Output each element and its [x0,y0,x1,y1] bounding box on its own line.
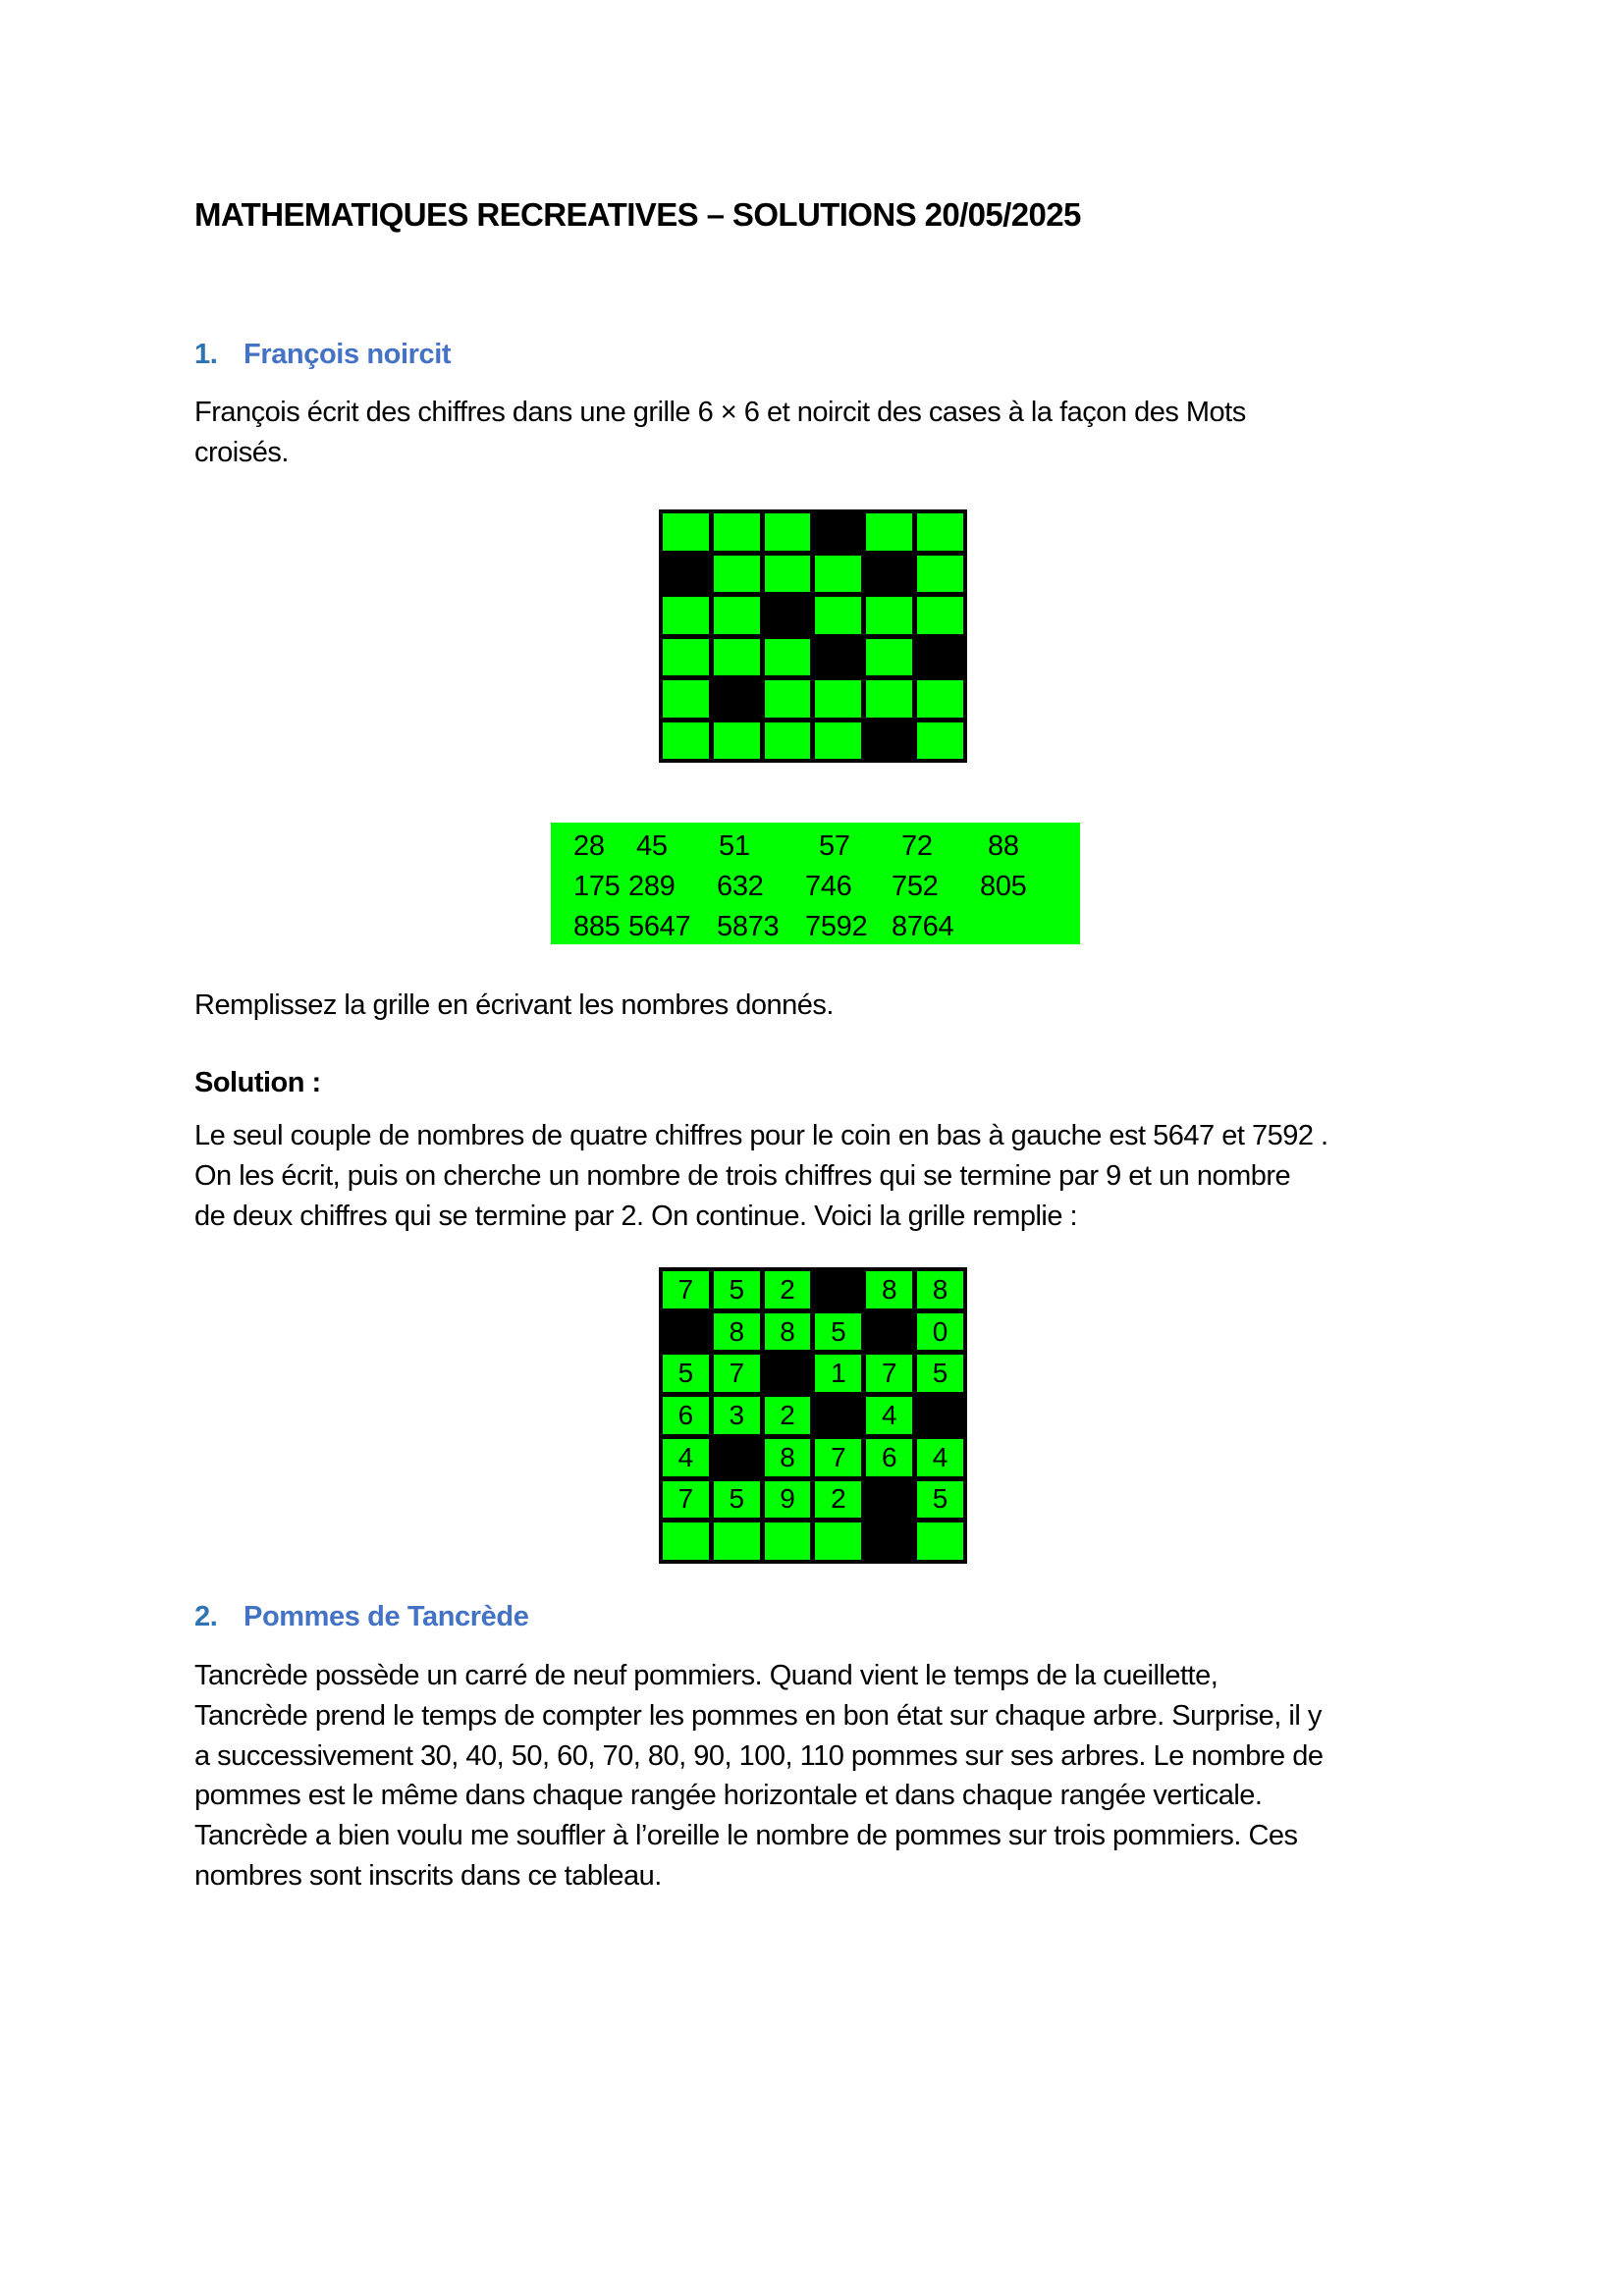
numbers-row [551,827,1080,867]
paragraph-line: Tancrède possède un carré de neuf pommiers. Quand vient le temps de la cueillette, [194,1660,1218,1691]
section-1-intro [194,393,1451,473]
section-2-intro [194,1656,1451,1896]
number-cell: 5647 [628,911,691,942]
grid-cell: 8 [714,1313,760,1351]
black-cell [815,1397,861,1434]
grid-cell: 6 [866,1439,912,1476]
number-cell: 51 [719,830,750,862]
grid-cell [663,513,709,551]
paragraph-line: nombres sont inscrits dans ce tableau. [194,1859,662,1892]
grid-cell [815,680,861,718]
grid-cell: 7 [663,1271,709,1308]
number-cell: 752 [892,871,939,902]
grid-cell [866,680,912,718]
black-cell [866,556,912,593]
numbers-row [551,867,1080,907]
grid-cell [917,1522,963,1560]
grid-cell: 1 [815,1355,861,1392]
black-cell [866,1481,912,1519]
number-cell: 746 [805,871,852,902]
black-cell [815,513,861,551]
grid-cell: 5 [917,1355,963,1392]
paragraph-line: Le seul couple de nombres de quatre chiffres pour le coin en bas à gauche est 5647 et 7592 . [194,1120,1328,1151]
puzzle-grid [659,509,967,763]
page-title: MATHEMATIQUES RECREATIVES – SOLUTIONS 20/05/2025 [194,196,1081,233]
grid-cell [663,722,709,760]
grid-cell: 7 [663,1481,709,1519]
black-cell [866,722,912,760]
grid-cell [714,639,760,676]
grid-cell [765,680,811,718]
grid-cell: 8 [917,1271,963,1308]
grid-cell [765,722,811,760]
grid-cell: 3 [714,1397,760,1434]
number-cell: 57 [819,830,850,862]
grid-cell: 8 [866,1271,912,1308]
number-cell: 7592 [805,911,868,942]
grid-cell: 2 [765,1397,811,1434]
grid-cell [815,1522,861,1560]
grid-cell [815,597,861,634]
grid-cell: 5 [714,1481,760,1519]
grid-cell [663,680,709,718]
black-cell [815,1271,861,1308]
grid-cell: 5 [663,1355,709,1392]
grid-cell [714,556,760,593]
grid-cell: 5 [714,1271,760,1308]
black-cell [714,1439,760,1476]
number-cell: 88 [988,830,1019,862]
grid-cell: 9 [765,1481,811,1519]
grid-cell: 8 [765,1313,811,1351]
grid-cell [917,722,963,760]
black-cell [917,1397,963,1434]
grid-cell: 4 [917,1439,963,1476]
paragraph-line: Tancrède a bien voulu me souffler à l’oreille le nombre de pommes sur trois pommiers. Ces [194,1820,1298,1852]
grid-cell [917,597,963,634]
black-cell [866,1522,912,1560]
section-2-title: Pommes de Tancrède [244,1601,529,1632]
grid-cell [815,722,861,760]
grid-cell [917,556,963,593]
grid-cell [866,513,912,551]
number-cell: 632 [717,871,764,902]
solution-grid [659,1267,967,1564]
section-1-number: 1. [194,339,218,370]
grid-cell [917,680,963,718]
grid-cell: 6 [663,1397,709,1434]
paragraph-line: croisés. [194,436,289,468]
grid-cell: 4 [663,1439,709,1476]
paragraph-line: Tancrède prend le temps de compter les pommes en bon état sur chaque arbre. Surprise, il y [194,1699,1322,1732]
grid-cell [714,1522,760,1560]
number-cell: 5873 [717,911,780,942]
paragraph-line: On les écrit, puis on cherche un nombre de trois chiffres qui se termine par 9 et un nombre [194,1159,1291,1192]
section-1-title: François noircit [244,339,452,370]
number-cell: 805 [980,871,1027,902]
grid-cell [714,513,760,551]
black-cell [663,1313,709,1351]
solution-label-text: Solution : [194,1067,321,1098]
section-2-heading [194,1601,528,1633]
grid-cell [663,597,709,634]
black-cell [815,639,861,676]
grid-cell [765,513,811,551]
instruction-text [194,986,1451,1026]
section-1-heading [194,339,451,371]
grid-cell: 7 [815,1439,861,1476]
grid-cell [866,639,912,676]
grid-cell: 7 [866,1355,912,1392]
grid-cell [714,722,760,760]
grid-cell [714,597,760,634]
grid-cell [815,556,861,593]
solution-text [194,1116,1451,1236]
paragraph-line: Remplissez la grille en écrivant les nombres donnés. [194,989,834,1021]
grid-cell: 0 [917,1313,963,1351]
paragraph-line: a successivement 30, 40, 50, 60, 70, 80, 90, 100, 110 pommes sur ses arbres. Le nombre de [194,1739,1324,1772]
black-cell [765,1355,811,1392]
black-cell [917,639,963,676]
grid-cell: 2 [815,1481,861,1519]
numbers-box [551,823,1080,944]
paragraph-line: de deux chiffres qui se termine par 2. On continue. Voici la grille remplie : [194,1200,1078,1232]
number-cell: 885 [573,911,621,942]
grid-cell: 8 [765,1439,811,1476]
black-cell [714,680,760,718]
grid-cell: 4 [866,1397,912,1434]
black-cell [663,556,709,593]
grid-cell: 2 [765,1271,811,1308]
grid-cell [765,1522,811,1560]
grid-cell [663,639,709,676]
black-cell [866,1313,912,1351]
grid-cell: 5 [815,1313,861,1351]
grid-cell [765,556,811,593]
black-cell [765,597,811,634]
number-cell: 28 [573,830,605,862]
grid-cell [765,639,811,676]
number-cell: 72 [901,830,933,862]
number-cell: 289 [628,871,676,902]
number-cell: 45 [636,830,668,862]
solution-label [194,1063,1451,1103]
numbers-row [551,907,1080,947]
grid-cell: 7 [714,1355,760,1392]
section-2-number: 2. [194,1601,218,1632]
paragraph-line: François écrit des chiffres dans une grille 6 × 6 et noircit des cases à la façon des Mots [194,397,1246,428]
grid-cell [917,513,963,551]
number-cell: 175 [573,871,621,902]
paragraph-line: pommes est le même dans chaque rangée horizontale et dans chaque rangée verticale. [194,1780,1263,1812]
number-cell: 8764 [892,911,954,942]
grid-cell: 5 [917,1481,963,1519]
grid-cell [866,597,912,634]
grid-cell [663,1522,709,1560]
